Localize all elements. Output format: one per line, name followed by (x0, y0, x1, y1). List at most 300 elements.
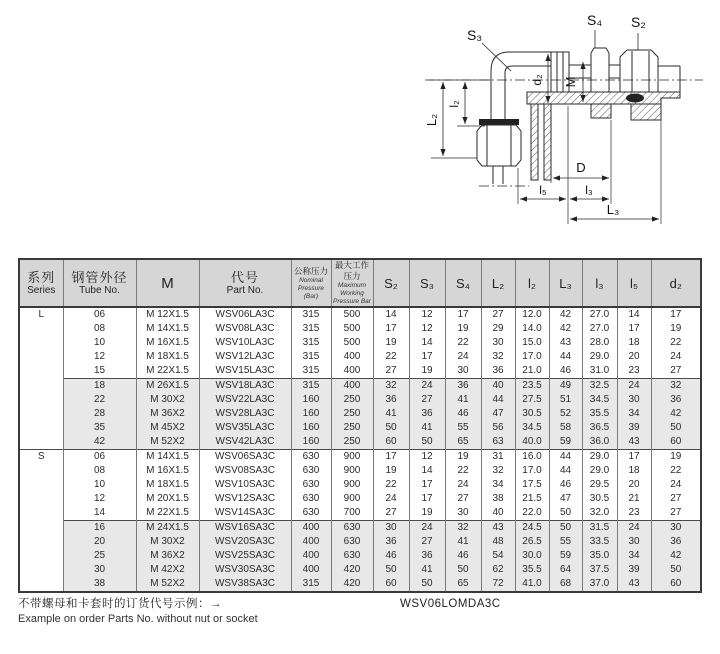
cell: 59 (549, 549, 582, 563)
cell: 41 (445, 535, 481, 549)
cell: 21 (617, 492, 651, 506)
table-row (19, 563, 701, 577)
cell: 60 (373, 577, 409, 592)
cell: 17 (409, 492, 445, 506)
cell: 400 (331, 350, 373, 364)
cell: 44 (481, 393, 515, 407)
cell: WSV15LA3C (199, 364, 291, 379)
order-note (18, 596, 258, 627)
cell: WSV20SA3C (199, 535, 291, 549)
cell: 39 (617, 563, 651, 577)
locknut-boss (591, 104, 611, 118)
cell: 56 (481, 421, 515, 435)
cell: 35 (63, 421, 136, 435)
table-row (19, 549, 701, 563)
cell: 29.0 (582, 450, 617, 465)
cell: 50 (409, 435, 445, 450)
cell: 31.0 (582, 364, 617, 379)
cell: 30 (445, 506, 481, 521)
cell: 400 (291, 549, 331, 563)
cell: 46 (445, 549, 481, 563)
cell: 32.0 (582, 506, 617, 521)
cell: 22 (445, 464, 481, 478)
compression-nut (477, 125, 521, 166)
cell: 20 (63, 535, 136, 549)
cell: 16 (63, 521, 136, 536)
cell: 30 (617, 535, 651, 549)
cell: 39 (617, 421, 651, 435)
cell: 23 (617, 364, 651, 379)
cell: 250 (331, 393, 373, 407)
cell: 24 (445, 350, 481, 364)
col-header-d2: d₂ (651, 259, 701, 307)
cell: 41 (409, 421, 445, 435)
elbow-fitting-drawing (405, 8, 715, 243)
cell: 41.0 (515, 577, 549, 592)
cell: 46 (549, 478, 582, 492)
cell: 19 (373, 464, 409, 478)
cell: 50 (651, 563, 701, 577)
cell: 32 (651, 379, 701, 394)
cell: 27 (409, 393, 445, 407)
dim-label-L2: L₂ (424, 113, 439, 127)
cell: 20 (617, 350, 651, 364)
cell: 500 (331, 336, 373, 350)
cell: 630 (291, 492, 331, 506)
cell: 400 (331, 379, 373, 394)
cell: WSV16SA3C (199, 521, 291, 536)
cell: 16.0 (515, 450, 549, 465)
cell: 17.0 (515, 464, 549, 478)
leg-wall-right (544, 104, 551, 180)
cell: 24 (617, 379, 651, 394)
cell: 17 (373, 450, 409, 465)
col-header-thread: M (136, 259, 199, 307)
cell: 68 (549, 577, 582, 592)
cell: 400 (291, 521, 331, 536)
table-row (19, 421, 701, 435)
cell: 12 (409, 307, 445, 322)
cell: 22 (651, 464, 701, 478)
cell: 24 (651, 478, 701, 492)
cell: 10 (63, 478, 136, 492)
nut-boss (631, 104, 661, 120)
cell: 30 (481, 336, 515, 350)
cell: 36 (409, 407, 445, 421)
cell: 44 (549, 350, 582, 364)
cell: 29.0 (582, 350, 617, 364)
cell: 250 (331, 421, 373, 435)
dim-label-s4: S₄ (587, 12, 603, 28)
cell: 30 (617, 393, 651, 407)
cell: 630 (331, 549, 373, 563)
col-header-nominal-pressure: 公称压力 Nominal Pressure (Bar) (291, 259, 331, 307)
cell: 36.5 (582, 421, 617, 435)
table-row (19, 506, 701, 521)
cell: 24 (409, 521, 445, 536)
cell: WSV38SA3C (199, 577, 291, 592)
cell: 34.5 (515, 421, 549, 435)
cell: 14 (617, 307, 651, 322)
cell: 28.0 (582, 336, 617, 350)
cell: 160 (291, 407, 331, 421)
cell: 36 (651, 393, 701, 407)
cell: 33.5 (582, 535, 617, 549)
cell: 47 (481, 407, 515, 421)
cell: 65 (445, 435, 481, 450)
cell: 72 (481, 577, 515, 592)
cell: M 16X1.5 (136, 464, 199, 478)
cell: 20 (617, 478, 651, 492)
dim-label-s3: S₃ (467, 27, 483, 43)
cell: 36 (481, 364, 515, 379)
cell: 36 (409, 549, 445, 563)
cell: 30.0 (515, 549, 549, 563)
cell: 37.0 (582, 577, 617, 592)
cell: 19 (445, 450, 481, 465)
cell: 42 (63, 435, 136, 450)
cell: 12 (409, 450, 445, 465)
dim-label-l3: l₃ (585, 183, 593, 197)
cell: 25 (63, 549, 136, 563)
cell: 30 (373, 521, 409, 536)
cell: 43 (549, 336, 582, 350)
cell: 21.0 (515, 364, 549, 379)
table-row (19, 464, 701, 478)
cell: 06 (63, 307, 136, 322)
table-row (19, 336, 701, 350)
series-label: S (19, 450, 63, 593)
cell: 23 (617, 506, 651, 521)
table-row (19, 307, 701, 322)
cell: 900 (331, 492, 373, 506)
cell: WSV10LA3C (199, 336, 291, 350)
cell: 63 (481, 435, 515, 450)
dim-label-l5: l₅ (539, 183, 547, 197)
cell: 41 (373, 407, 409, 421)
cell: 24 (373, 492, 409, 506)
col-header-s4: S₄ (445, 259, 481, 307)
seal (626, 94, 644, 103)
cell: M 16X1.5 (136, 336, 199, 350)
cell: 32.5 (582, 379, 617, 394)
cell: M 24X1.5 (136, 521, 199, 536)
cell: WSV25SA3C (199, 549, 291, 563)
cell: 14 (409, 464, 445, 478)
cell: 55 (445, 421, 481, 435)
cell: 315 (291, 336, 331, 350)
cell: 43 (617, 435, 651, 450)
cell: WSV30SA3C (199, 563, 291, 577)
cell: 14 (373, 307, 409, 322)
cell: M 30X2 (136, 535, 199, 549)
col-header-s2: S₂ (373, 259, 409, 307)
cell: 34 (617, 549, 651, 563)
cell: 50 (409, 577, 445, 592)
cell: 46 (549, 364, 582, 379)
col-header-part-no: 代号 Part No. (199, 259, 291, 307)
cell: 36 (373, 535, 409, 549)
cell: 15.0 (515, 336, 549, 350)
cell: 60 (651, 435, 701, 450)
cell: 37.5 (582, 563, 617, 577)
cell: 22 (445, 336, 481, 350)
cell: 30 (445, 364, 481, 379)
cell: 27 (651, 492, 701, 506)
cell: 36.0 (582, 435, 617, 450)
cell: 315 (291, 307, 331, 322)
cell: 19 (651, 450, 701, 465)
cell: 48 (481, 535, 515, 549)
cell: 24 (617, 521, 651, 536)
cell: 34.5 (582, 393, 617, 407)
ferrule (479, 119, 519, 125)
cell: 24 (651, 350, 701, 364)
cell: 22.0 (515, 506, 549, 521)
cell: 17.0 (515, 350, 549, 364)
cell: 50 (373, 421, 409, 435)
cell: 27 (409, 535, 445, 549)
spec-table-body (19, 307, 701, 592)
cell: 420 (331, 577, 373, 592)
cell: 17 (617, 322, 651, 336)
leg-wall-left (531, 104, 538, 180)
spec-table (18, 258, 702, 593)
cell: 19 (373, 336, 409, 350)
cell: M 14X1.5 (136, 450, 199, 465)
cell: 420 (331, 563, 373, 577)
cell: WSV06SA3C (199, 450, 291, 465)
cell: 27 (651, 506, 701, 521)
cell: 31.5 (582, 521, 617, 536)
cell: 500 (331, 307, 373, 322)
cell: 630 (291, 478, 331, 492)
shank (569, 65, 620, 78)
table-row (19, 407, 701, 421)
cell: 315 (291, 577, 331, 592)
col-header-l5: l₅ (617, 259, 651, 307)
cell: 27 (373, 364, 409, 379)
cell: 49 (549, 379, 582, 394)
cell: 22 (63, 393, 136, 407)
cell: 41 (445, 393, 481, 407)
cell: M 45X2 (136, 421, 199, 435)
swivel-nut (620, 50, 658, 92)
cell: 40 (481, 506, 515, 521)
cell: 400 (291, 535, 331, 549)
cell: WSV08SA3C (199, 464, 291, 478)
table-row (19, 379, 701, 394)
dim-label-l2: l₂ (447, 100, 461, 108)
cell: 630 (291, 450, 331, 465)
cell: 43 (481, 521, 515, 536)
cell: 50 (651, 421, 701, 435)
cell: 12 (63, 350, 136, 364)
table-row (19, 435, 701, 450)
table-row (19, 478, 701, 492)
dim-label-s2: S₂ (631, 14, 646, 30)
order-note-zh: 不带螺母和卡套时的订货代号示例：→ (18, 598, 222, 610)
cell: 24.5 (515, 521, 549, 536)
cell: 40 (481, 379, 515, 394)
cell: 29 (481, 322, 515, 336)
cell: 22 (373, 478, 409, 492)
col-header-l3: l₃ (582, 259, 617, 307)
cell: M 26X1.5 (136, 379, 199, 394)
cell: 27.0 (582, 307, 617, 322)
cell: 630 (331, 535, 373, 549)
cell: 59 (549, 435, 582, 450)
cell: M 18X1.5 (136, 350, 199, 364)
col-header-s3: S₃ (409, 259, 445, 307)
cell: 250 (331, 407, 373, 421)
cell: 36 (651, 535, 701, 549)
col-header-tube: 钢管外径 Tube No. (63, 259, 136, 307)
table-row (19, 577, 701, 592)
cell: 41 (409, 563, 445, 577)
cell: 17 (409, 478, 445, 492)
cell: 44 (549, 464, 582, 478)
cell: 50 (549, 521, 582, 536)
cell: 27.5 (515, 393, 549, 407)
cell: M 22X1.5 (136, 506, 199, 521)
cell: 29.0 (582, 464, 617, 478)
cell: M 30X2 (136, 393, 199, 407)
cell: WSV10SA3C (199, 478, 291, 492)
cell: 58 (549, 421, 582, 435)
cell: 630 (331, 521, 373, 536)
cell: 34 (481, 478, 515, 492)
table-row (19, 521, 701, 536)
cell: 14.0 (515, 322, 549, 336)
cell: 44 (549, 450, 582, 465)
cell: 24 (409, 379, 445, 394)
cell: 42 (651, 549, 701, 563)
dim-label-L3: L₃ (606, 202, 620, 217)
cell: M 12X1.5 (136, 307, 199, 322)
cell: 315 (291, 379, 331, 394)
cell: 60 (373, 435, 409, 450)
cell: 31 (481, 450, 515, 465)
cell: 17 (373, 322, 409, 336)
cell: 43 (617, 577, 651, 592)
cell: 12 (409, 322, 445, 336)
cell: 30.5 (515, 407, 549, 421)
cell: M 20X1.5 (136, 492, 199, 506)
cell: 32 (481, 350, 515, 364)
cell: 50 (373, 563, 409, 577)
cell: 35.5 (582, 407, 617, 421)
cell: 10 (63, 336, 136, 350)
cell: 27 (481, 307, 515, 322)
cell: 32 (373, 379, 409, 394)
cell: 23.5 (515, 379, 549, 394)
cell: WSV12LA3C (199, 350, 291, 364)
cell: 46 (445, 407, 481, 421)
tube-stub (493, 166, 503, 184)
cell: 36 (373, 393, 409, 407)
cell: 22 (651, 336, 701, 350)
cell: 500 (331, 322, 373, 336)
cell: 19 (445, 322, 481, 336)
cell: WSV35LA3C (199, 421, 291, 435)
table-row (19, 393, 701, 407)
cell: M 42X2 (136, 563, 199, 577)
cell: 160 (291, 435, 331, 450)
col-header-l2: l₂ (515, 259, 549, 307)
cell: 08 (63, 322, 136, 336)
cell: 32 (445, 521, 481, 536)
cell: 24 (445, 478, 481, 492)
cell: WSV22LA3C (199, 393, 291, 407)
cell: 62 (481, 563, 515, 577)
cell: 27 (373, 506, 409, 521)
cell: 32 (481, 464, 515, 478)
cell: 51 (549, 393, 582, 407)
cell: 900 (331, 478, 373, 492)
cell: 55 (549, 535, 582, 549)
cell: 36 (445, 379, 481, 394)
cell: 19 (409, 506, 445, 521)
cell: 06 (63, 450, 136, 465)
table-row (19, 322, 701, 336)
cell: 400 (291, 563, 331, 577)
cell: WSV18LA3C (199, 379, 291, 394)
cell: M 22X1.5 (136, 364, 199, 379)
cell: 18 (63, 379, 136, 394)
cell: M 36X2 (136, 549, 199, 563)
cell: 42 (549, 307, 582, 322)
cell: 42 (651, 407, 701, 421)
table-row (19, 350, 701, 364)
cell: WSV12SA3C (199, 492, 291, 506)
cell: 19 (651, 322, 701, 336)
cell: 700 (331, 506, 373, 521)
cell: 14 (63, 506, 136, 521)
cell: 30.5 (582, 492, 617, 506)
cell: 46 (373, 549, 409, 563)
cell: WSV06LA3C (199, 307, 291, 322)
order-note-en: Example on order Parts No. without nut or socket (18, 613, 258, 625)
cell: 12.0 (515, 307, 549, 322)
cell: 50 (549, 506, 582, 521)
example-part-no: WSV06LOMDA3C (400, 598, 501, 610)
cell: 35.5 (515, 563, 549, 577)
cell: 08 (63, 464, 136, 478)
cell: M 52X2 (136, 435, 199, 450)
locknut (591, 48, 609, 92)
cell: 27 (445, 492, 481, 506)
cell: 18 (617, 336, 651, 350)
cell: 250 (331, 435, 373, 450)
cell: 47 (549, 492, 582, 506)
table-row (19, 492, 701, 506)
cell: 17 (409, 350, 445, 364)
cell: 18 (617, 464, 651, 478)
cell: 27.0 (582, 322, 617, 336)
cell: WSV08LA3C (199, 322, 291, 336)
cell: 22 (373, 350, 409, 364)
table-row (19, 535, 701, 549)
cell: M 36X2 (136, 407, 199, 421)
cell: 65 (445, 577, 481, 592)
cell: M 52X2 (136, 577, 199, 592)
cell: 30 (651, 521, 701, 536)
cell: WSV28LA3C (199, 407, 291, 421)
cell: M 14X1.5 (136, 322, 199, 336)
cell: 30 (63, 563, 136, 577)
cell: 15 (63, 364, 136, 379)
